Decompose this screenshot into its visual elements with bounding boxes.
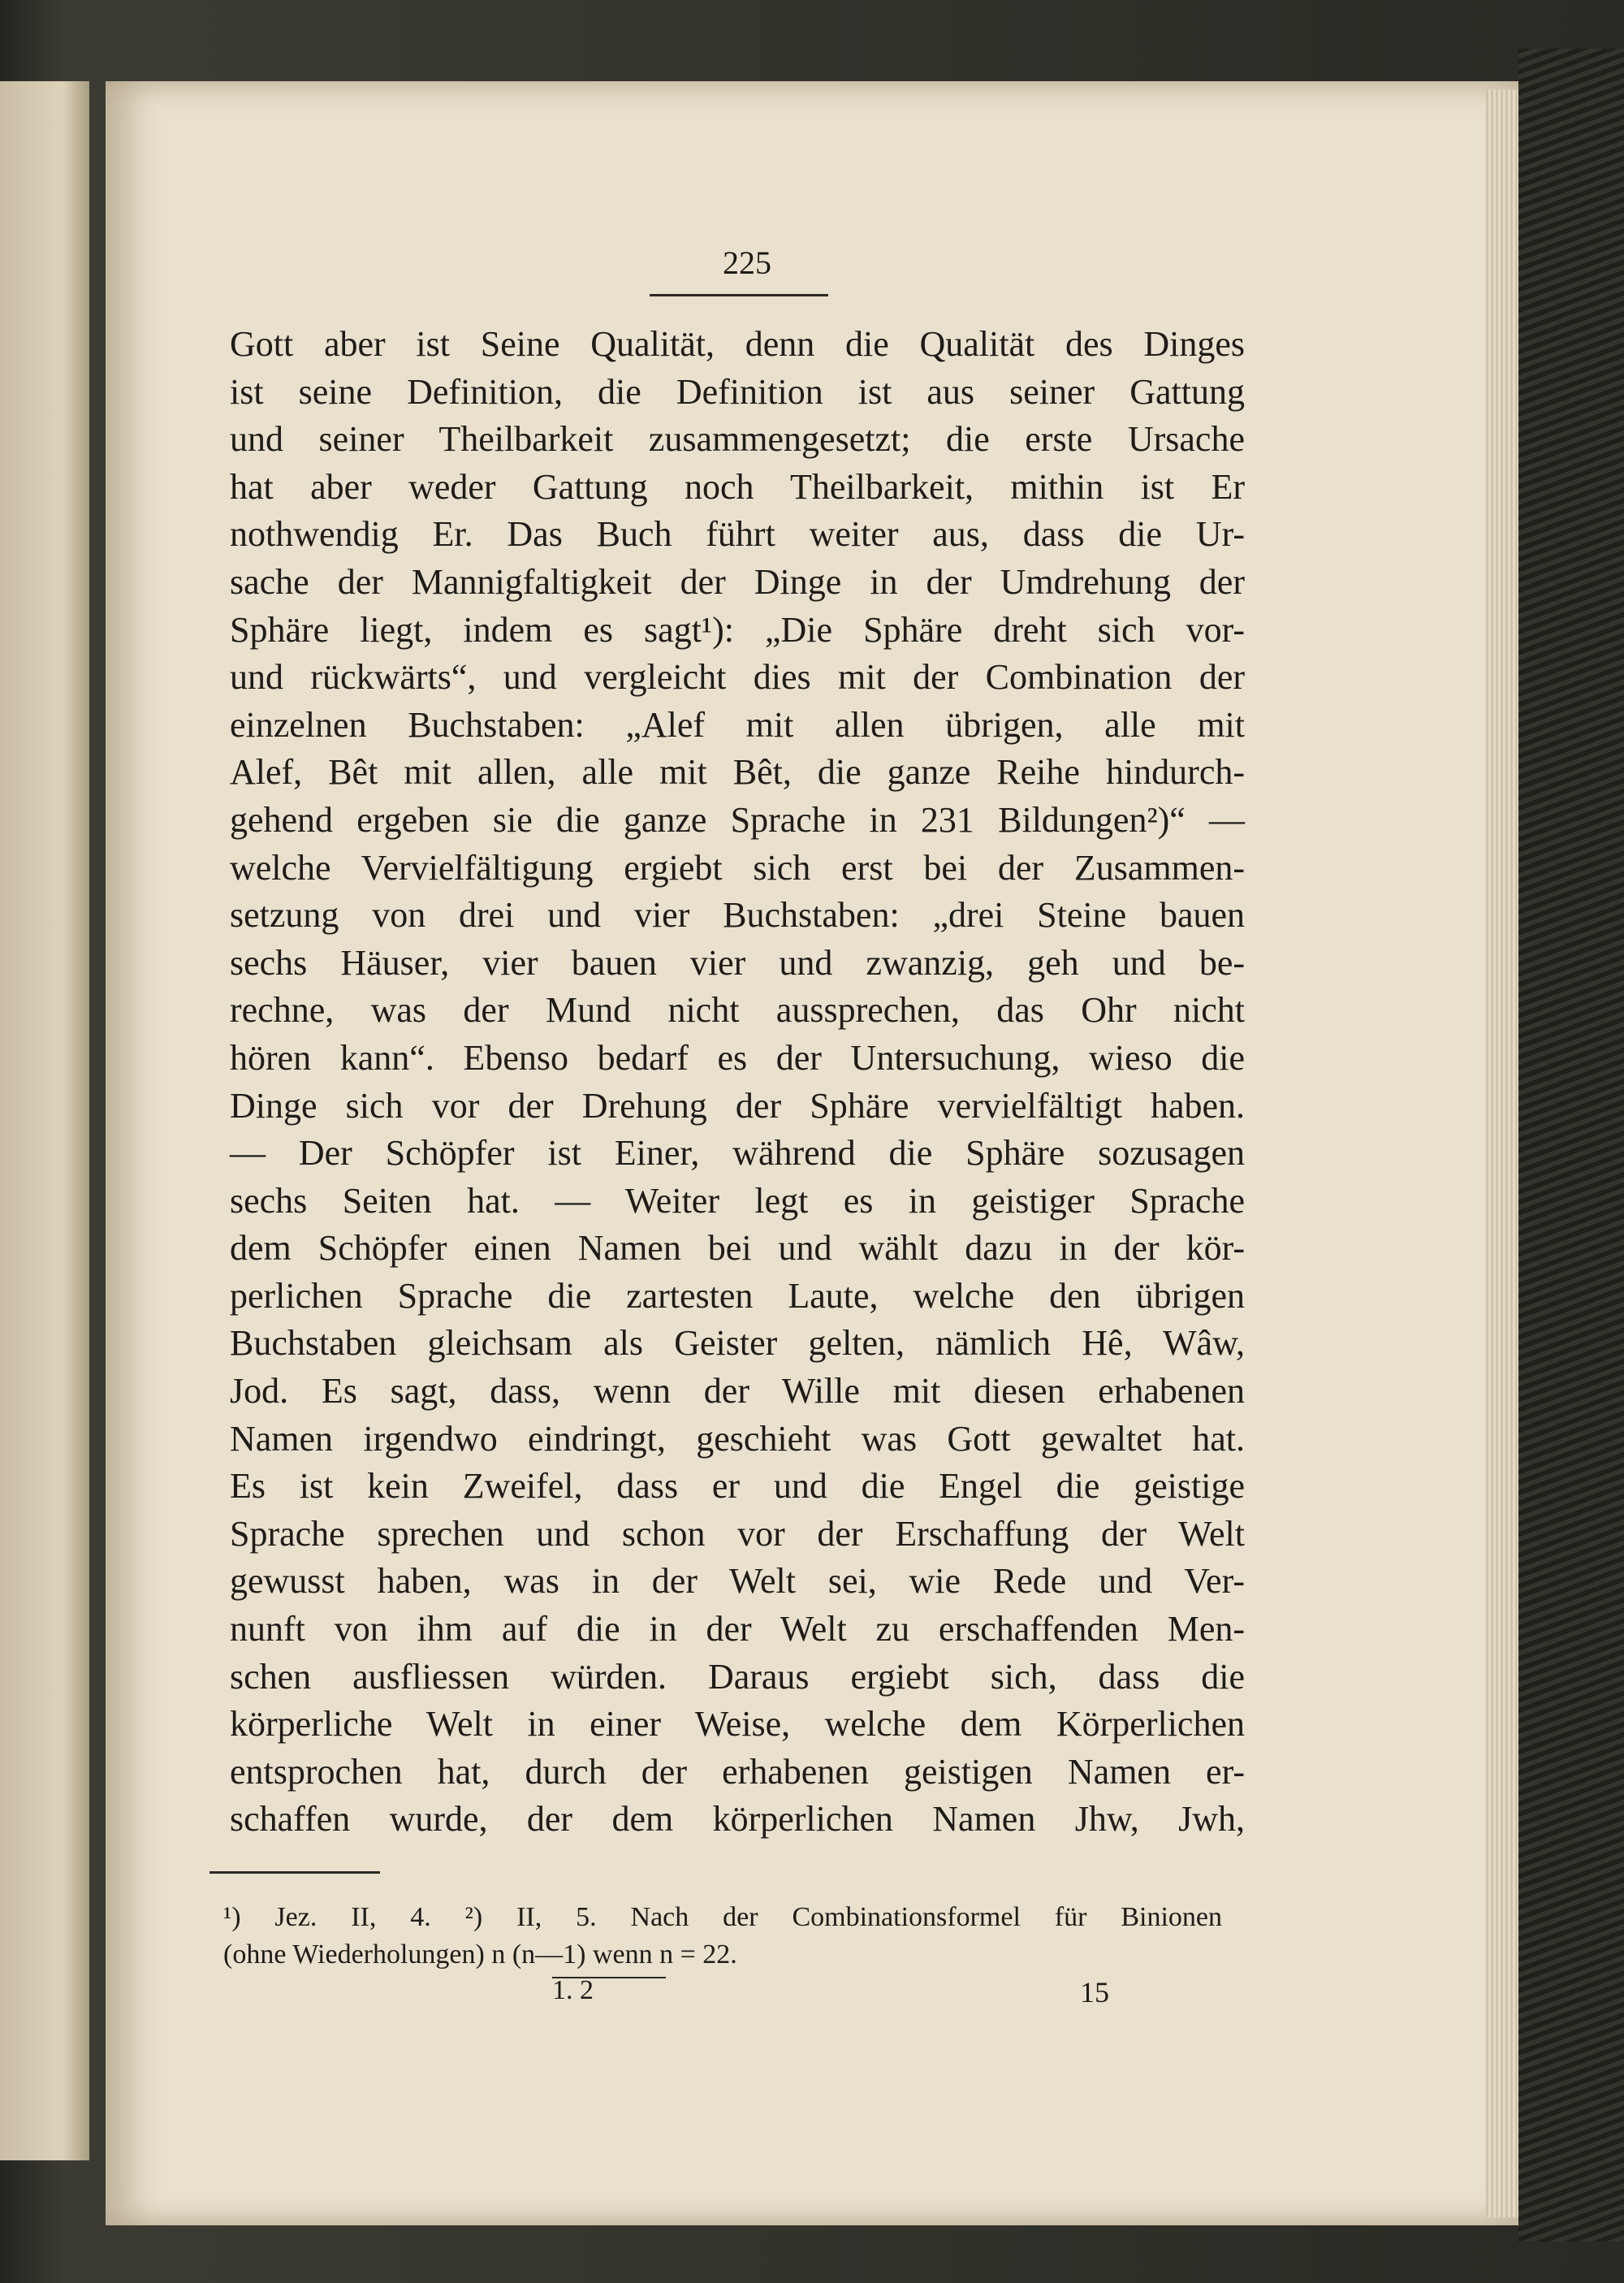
formula-denominator: 1. 2 (552, 1975, 594, 2005)
text-line: schaffen wurde, der dem körperlichen Namen Jhw, Jwh, (230, 1799, 1245, 1840)
text-line: schen ausfliessen würden. Daraus ergiebt sich, dass die (230, 1656, 1245, 1697)
text-line: nunft von ihm auf die in der Welt zu erschaffenden Men- (230, 1609, 1245, 1650)
body-text (230, 321, 1245, 1844)
text-line: und seiner Theilbarkeit zusammengesetzt; die erste Ursache (230, 419, 1245, 460)
text-line: hat aber weder Gattung noch Theilbarkeit, mithin ist Er (230, 466, 1245, 507)
book-cover-edge (1518, 49, 1624, 2242)
page-number-rule (650, 294, 828, 296)
text-line: perlichen Sprache die zartesten Laute, welche den übrigen (230, 1275, 1245, 1316)
page-stack-edge (1486, 89, 1518, 2217)
footnote-line: (ohne Wiederholungen) n (n—1) wenn n = 22. (223, 1939, 737, 1970)
text-line: rechne, was der Mund nicht aussprechen, das Ohr nicht (230, 990, 1245, 1031)
text-line: Gott aber ist Seine Qualität, denn die Qualität des Dinges (230, 324, 1245, 364)
text-line: ist seine Definition, die Definition ist aus seiner Gattung (230, 371, 1245, 412)
text-line: gewusst haben, was in der Welt sei, wie Rede und Ver- (230, 1561, 1245, 1602)
left-page-edge (0, 81, 89, 2160)
text-line: sache der Mannigfaltigkeit der Dinge in der Umdrehung der (230, 561, 1245, 602)
text-line: welche Vervielfältigung ergiebt sich erst bei der Zusammen- (230, 847, 1245, 888)
text-line: sechs Seiten hat. — Weiter legt es in geistiger Sprache (230, 1180, 1245, 1221)
page-number: 225 (723, 244, 771, 281)
text-line: sechs Häuser, vier bauen vier und zwanzig, geh und be- (230, 942, 1245, 983)
text-line: Buchstaben gleichsam als Geister gelten, nämlich Hê, Wâw, (230, 1323, 1245, 1364)
footnote-line: ¹) Jez. II, 4. ²) II, 5. Nach der Combinationsformel für Binionen (223, 1902, 1222, 1932)
sheet-signature: 15 (1080, 1976, 1109, 2008)
text-line: Alef, Bêt mit allen, alle mit Bêt, die ganze Reihe hindurch- (230, 752, 1245, 793)
text-line: setzung von drei und vier Buchstaben: „drei Steine bauen (230, 895, 1245, 936)
text-line: dem Schöpfer einen Namen bei und wählt dazu in der kör- (230, 1228, 1245, 1269)
text-line: entsprochen hat, durch der erhabenen geistigen Namen er- (230, 1751, 1245, 1792)
text-line: körperliche Welt in einer Weise, welche dem Körperlichen (230, 1704, 1245, 1745)
text-line: Dinge sich vor der Drehung der Sphäre vervielfältigt haben. (230, 1085, 1245, 1126)
text-line: Namen irgendwo eindringt, geschieht was Gott gewaltet hat. (230, 1418, 1245, 1459)
text-line: Sprache sprechen und schon vor der Erschaffung der Welt (230, 1513, 1245, 1554)
text-line: nothwendig Er. Das Buch führt weiter aus, dass die Ur- (230, 514, 1245, 555)
text-line: — Der Schöpfer ist Einer, während die Sphäre sozusagen (230, 1133, 1245, 1174)
text-line: und rückwärts“, und vergleicht dies mit der Combination der (230, 657, 1245, 698)
footnotes (223, 1899, 1222, 1974)
text-line: Es ist kein Zweifel, dass er und die Engel die geistige (230, 1466, 1245, 1507)
text-line: Sphäre liegt, indem es sagt¹): „Die Sphäre dreht sich vor- (230, 609, 1245, 650)
text-line: gehend ergeben sie die ganze Sprache in 231 Bildungen²)“ — (230, 799, 1245, 840)
text-line: hören kann“. Ebenso bedarf es der Untersuchung, wieso die (230, 1037, 1245, 1078)
text-line: einzelnen Buchstaben: „Alef mit allen übrigen, alle mit (230, 704, 1245, 745)
text-line: Jod. Es sagt, dass, wenn der Wille mit diesen erhabenen (230, 1371, 1245, 1412)
footnote-rule (209, 1871, 380, 1874)
